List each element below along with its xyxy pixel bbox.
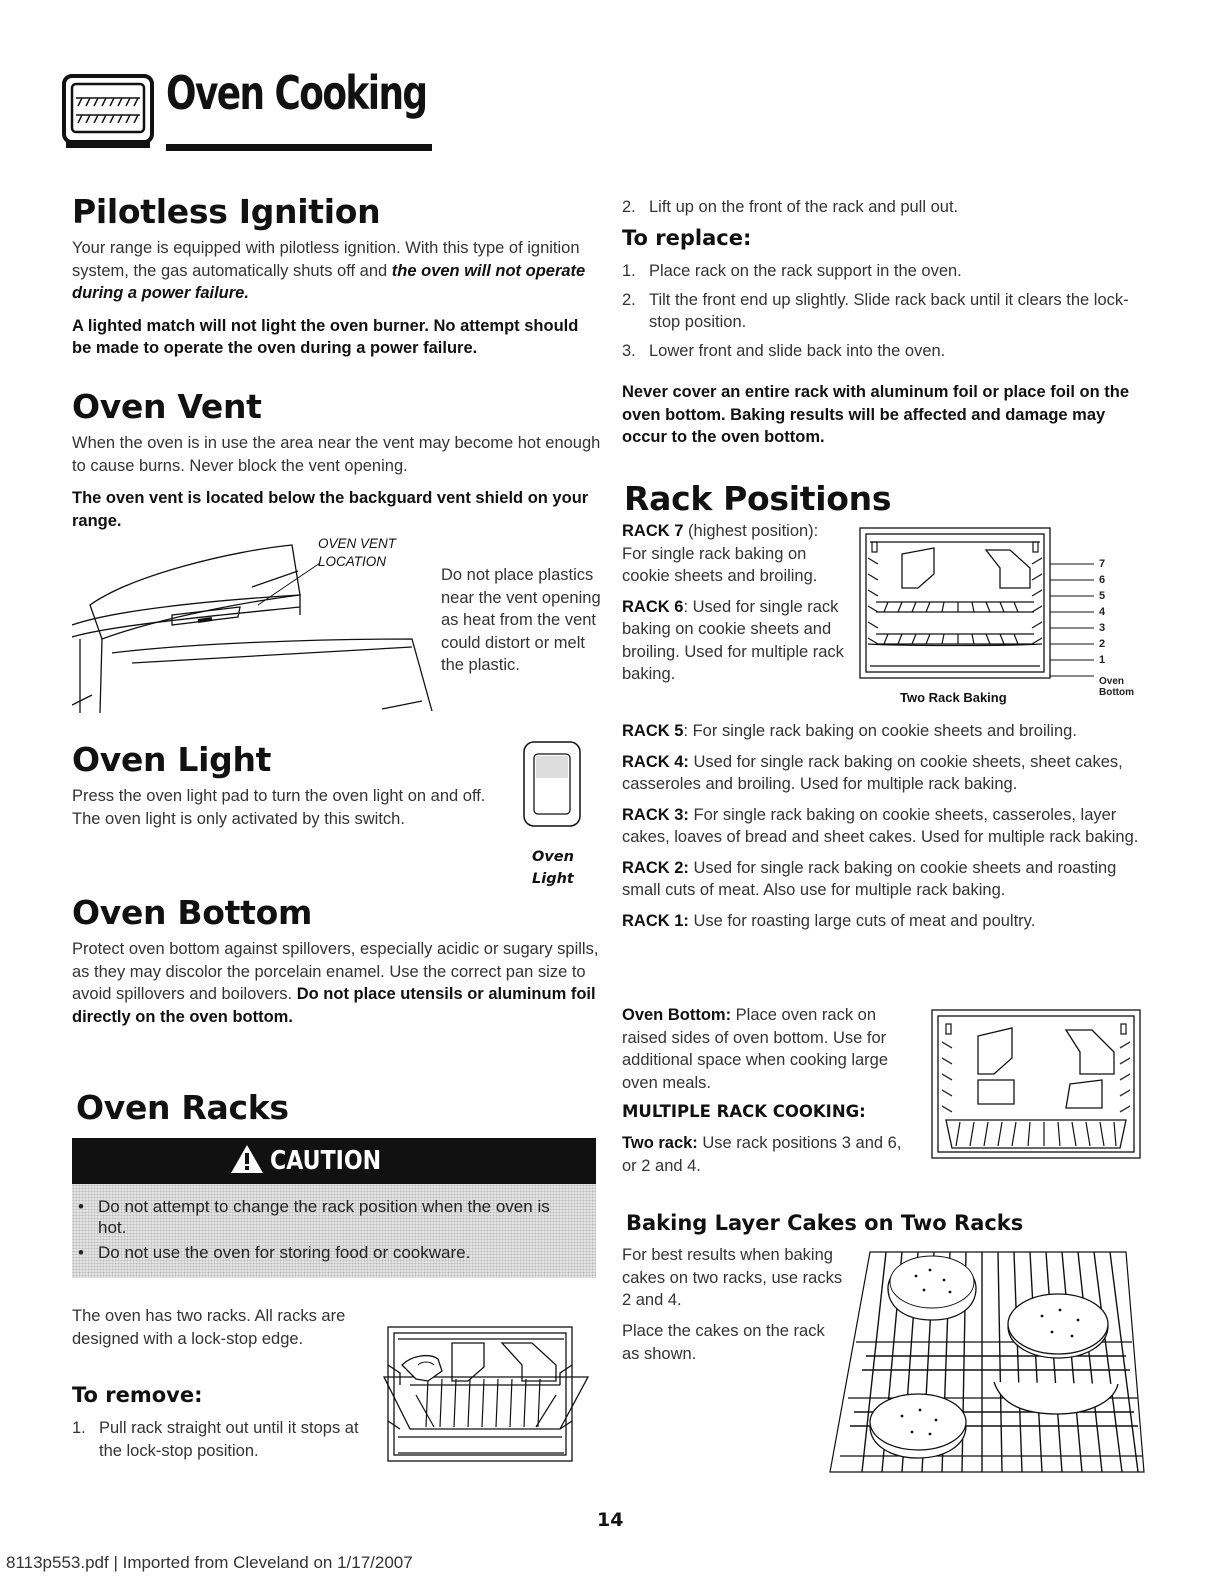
rack-6-description: RACK 6: Used for single rack baking on cookie sheets and broiling. Used for multiple rack baking. (622, 597, 844, 683)
list-item: 2. Tilt the front end up slightly. Slide rack back until it clears the lock-stop position. (622, 290, 1129, 331)
remove-heading: To remove: (72, 1383, 203, 1407)
title-underline (166, 144, 432, 151)
oven-bottom-description: Oven Bottom: Place oven rack on raised sides of oven bottom. Use for additional space when cooking large oven meals. (622, 1006, 889, 1092)
vent-warning: The oven vent is located below the backguard vent shield on your range. (72, 489, 589, 530)
replace-heading: To replace: (622, 226, 752, 250)
page-number: 14 (597, 1509, 624, 1531)
list-item: 2. Lift up on the front of the rack and pull out. (622, 198, 959, 216)
oven-bottom-rack-text (622, 1004, 908, 1177)
caution-item: • Do not use the oven for storing food or cookware. (78, 1243, 471, 1262)
rack-position-ticks: 7 6 5 4 3 2 1 (1099, 558, 1106, 666)
pilotless-paragraph: Your range is equipped with pilotless ignition. With this type of ignition system, the gas automatically shuts off and the oven will not operate during a power failure. (72, 239, 586, 302)
vent-title: Oven Vent (72, 387, 262, 426)
oven-light-switch-icon (522, 740, 584, 830)
list-item: 3. Lower front and slide back into the oven. (622, 341, 946, 360)
rack-2-description: RACK 2: Used for single rack baking on cookie sheets and roasting small cuts of meat. Also use for multiple rack baking. (622, 858, 1117, 899)
rack-positions-diagram (858, 526, 1102, 684)
pilotless-section (72, 192, 602, 360)
rack-7-6-text (622, 520, 844, 686)
rack-7-description: RACK 7 (highest position): For single rack baking on cookie sheets and broiling. (622, 522, 819, 585)
cakes-paragraph-1: For best results when baking cakes on two racks, use racks 2 and 4. (622, 1246, 843, 1309)
racks-paragraph: The oven has two racks. All racks are designed with a lock-stop edge. (72, 1307, 346, 1348)
replace-steps (622, 260, 1142, 368)
remove-steps-continued (622, 196, 1142, 225)
vent-paragraph: When the oven is in use the area near the vent may become hot enough to cause burns. Never block the vent opening. (72, 434, 601, 475)
cakes-on-racks-illustration (826, 1246, 1148, 1478)
rack-positions-title: Rack Positions (624, 479, 892, 518)
rack-1-description: RACK 1: Use for roasting large cuts of meat and poultry. (622, 911, 1036, 930)
rack-3-description: RACK 3: For single rack baking on cookie sheets, casseroles, layer cakes, loaves of bread and sheet cakes. Used for multiple rack baking. (622, 805, 1139, 846)
rack-removal-illustration (382, 1325, 594, 1467)
list-item: 1. Pull rack straight out until it stops at the lock-stop position. (72, 1419, 359, 1460)
caution-label: CAUTION (270, 1146, 382, 1176)
bottom-section (72, 893, 602, 1028)
pilotless-title: Pilotless Ignition (72, 192, 381, 231)
warning-triangle-icon (230, 1144, 264, 1174)
two-rack-description: Two rack: Use rack positions 3 and 6, or 2 and 4. (622, 1134, 902, 1175)
caution-banner (72, 1138, 596, 1184)
footer-source: 8113p553.pdf | Imported from Cleveland on 1/17/2007 (6, 1553, 413, 1572)
oven-icon (62, 74, 154, 150)
rack-descriptions (622, 720, 1142, 932)
caution-box (72, 1184, 596, 1278)
two-rack-baking-caption: Two Rack Baking (900, 690, 1007, 705)
light-title: Oven Light (72, 740, 272, 779)
bottom-title: Oven Bottom (72, 893, 313, 932)
vent-side-note: Do not place plastics near the vent opening as heat from the vent could distort or melt the plastic. (441, 566, 601, 674)
light-paragraph: Press the oven light pad to turn the oven light on and off. The oven light is only activated by this switch. (72, 787, 486, 828)
caution-item: • Do not attempt to change the rack position when the oven is hot. (78, 1197, 550, 1237)
racks-title: Oven Racks (76, 1088, 289, 1127)
multiple-rack-heading: MULTIPLE RACK COOKING: (622, 1102, 866, 1121)
foil-warning: Never cover an entire rack with aluminum foil or place foil on the oven bottom. Baking results will be affected and damage may occur to the oven bottom. (622, 383, 1130, 446)
page-title: Oven Cooking (166, 66, 427, 120)
cakes-heading: Baking Layer Cakes on Two Racks (626, 1211, 1024, 1235)
vent-location-label: OVEN VENT LOCATION (318, 536, 397, 569)
oven-bottom-diagram (930, 1008, 1142, 1160)
cakes-paragraph-2: Place the cakes on the rack as shown. (622, 1322, 825, 1363)
header (62, 60, 434, 152)
light-section (72, 740, 492, 830)
bottom-paragraph: Protect oven bottom against spillovers, especially acidic or sugary spills, as they may discolor the porcelain enamel. Use the correct pan size to avoid spillovers and boilovers. Do not place utensils or aluminum foil directly on the oven bottom. (72, 940, 599, 1026)
rack-4-description: RACK 4: Used for single rack baking on cookie sheets, sheet cakes, casseroles and broiling. Used for multiple rack baking. (622, 752, 1123, 793)
pilotless-warning: A lighted match will not light the oven burner. No attempt should be made to operate the oven during a power failure. (72, 316, 579, 357)
rack-5-description: RACK 5: For single rack baking on cookie sheets and broiling. (622, 722, 1077, 740)
remove-steps (72, 1417, 372, 1468)
oven-light-caption: Oven Light (532, 849, 574, 887)
list-item: 1. Place rack on the rack support in the oven. (622, 262, 962, 280)
vent-section (72, 387, 602, 532)
oven-bottom-tick-label: Oven Bottom (1099, 676, 1134, 698)
